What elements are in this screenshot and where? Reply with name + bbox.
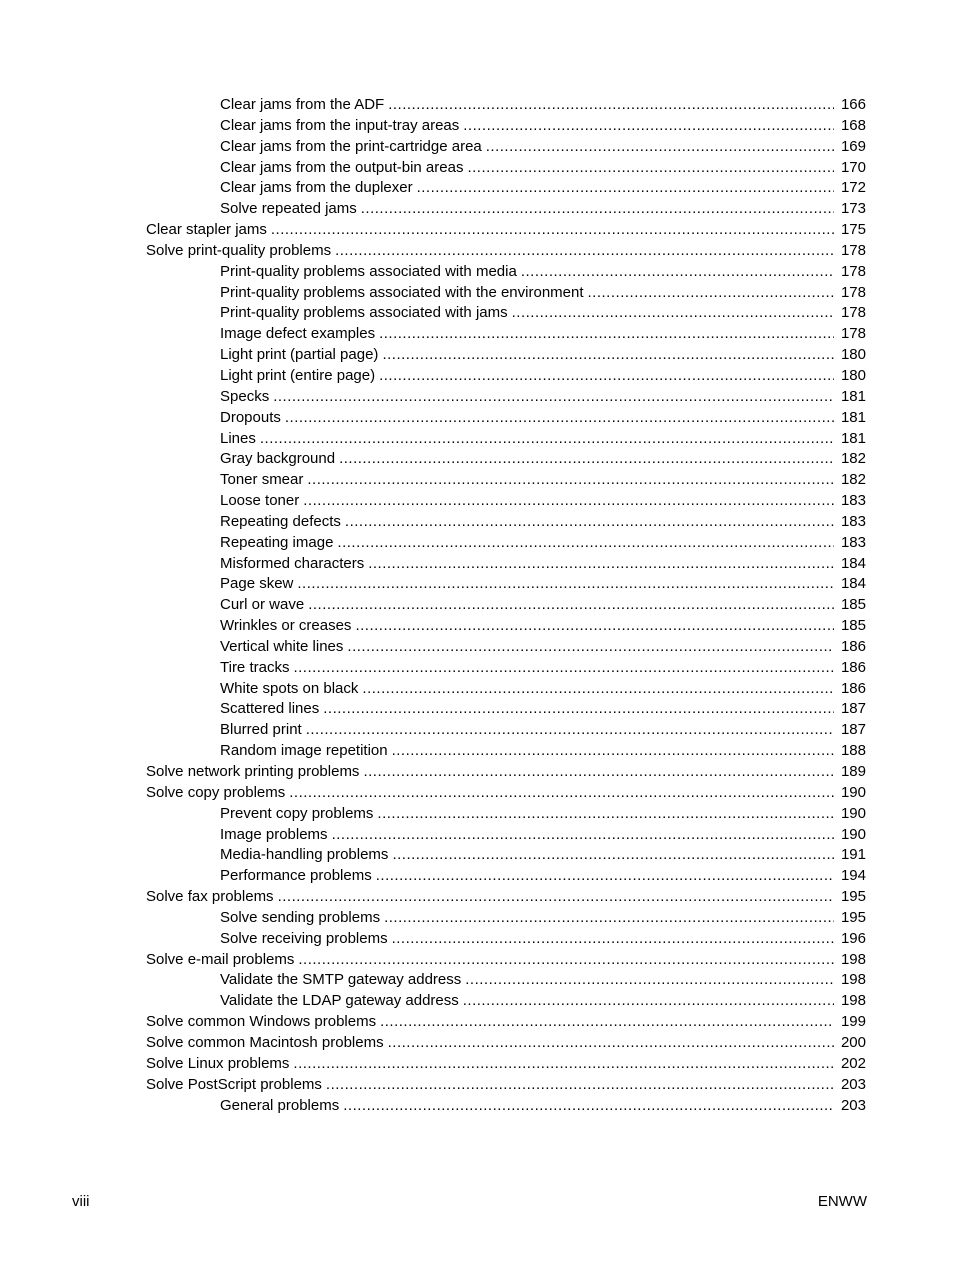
toc-entry-page-number: 196 xyxy=(840,929,866,947)
toc-entry-title: Validate the LDAP gateway address xyxy=(220,992,459,1010)
toc-entry-page-number: 170 xyxy=(840,158,866,176)
toc-entry-page-number: 168 xyxy=(840,116,866,134)
toc-entry-page-number: 178 xyxy=(840,262,866,280)
toc-entry[interactable] xyxy=(0,199,954,220)
toc-entry[interactable] xyxy=(0,158,954,179)
toc-entry[interactable] xyxy=(0,783,954,804)
toc-entry-title: Blurred print xyxy=(220,721,302,739)
toc-entry-page-number: 200 xyxy=(840,1033,866,1051)
toc-entry[interactable] xyxy=(0,220,954,241)
toc-entry[interactable] xyxy=(0,699,954,720)
footer-page-number: viii xyxy=(72,1193,90,1210)
toc-dot-leader xyxy=(377,804,834,825)
toc-dot-leader xyxy=(379,324,834,345)
toc-dot-leader xyxy=(368,554,834,575)
toc-dot-leader xyxy=(332,825,834,846)
toc-dot-leader xyxy=(323,699,834,720)
toc-dot-leader xyxy=(343,1096,834,1117)
toc-entry-page-number: 198 xyxy=(840,992,866,1010)
toc-dot-leader xyxy=(347,637,834,658)
toc-entry-title: Solve network printing problems xyxy=(146,763,360,780)
toc-entry-title: Image problems xyxy=(220,825,328,843)
toc-entry[interactable] xyxy=(0,512,954,533)
toc-dot-leader xyxy=(463,991,834,1012)
toc-dot-leader xyxy=(417,178,834,199)
toc-dot-leader xyxy=(361,199,834,220)
toc-entry[interactable] xyxy=(0,345,954,366)
toc-entry-page-number: 166 xyxy=(840,96,866,113)
toc-entry[interactable] xyxy=(0,1096,954,1117)
toc-entry[interactable] xyxy=(0,262,954,283)
toc-dot-leader xyxy=(298,950,834,971)
toc-dot-leader xyxy=(335,241,834,262)
toc-entry[interactable] xyxy=(0,991,954,1012)
toc-entry-title: Misformed characters xyxy=(220,554,365,572)
toc-entry[interactable] xyxy=(0,178,954,199)
toc-entry[interactable] xyxy=(0,116,954,137)
toc-entry[interactable] xyxy=(0,137,954,158)
toc-dot-leader xyxy=(388,95,834,116)
toc-entry-title: Loose toner xyxy=(220,492,300,510)
toc-entry-page-number: 182 xyxy=(840,450,866,468)
toc-entry-title: Wrinkles or creases xyxy=(220,617,352,635)
toc-dot-leader xyxy=(326,1075,834,1096)
toc-dot-leader xyxy=(380,1012,834,1033)
toc-dot-leader xyxy=(308,595,834,616)
toc-entry[interactable] xyxy=(0,1033,954,1054)
toc-entry-page-number: 186 xyxy=(840,637,866,655)
toc-entry-title: Solve receiving problems xyxy=(220,929,388,947)
toc-entry-title: Image defect examples xyxy=(220,325,376,343)
toc-entry[interactable] xyxy=(0,387,954,408)
toc-entry[interactable] xyxy=(0,1054,954,1075)
toc-entry-page-number: 188 xyxy=(840,742,866,760)
toc-entry-title: Solve common Macintosh problems xyxy=(146,1033,384,1051)
toc-dot-leader xyxy=(392,845,834,866)
toc-entry[interactable] xyxy=(0,533,954,554)
toc-entry[interactable] xyxy=(0,595,954,616)
toc-entry[interactable] xyxy=(0,303,954,324)
toc-entry-page-number: 181 xyxy=(840,408,866,426)
toc-dot-leader xyxy=(303,491,834,512)
toc-dot-leader xyxy=(382,345,834,366)
toc-entry[interactable] xyxy=(0,825,954,846)
toc-entry[interactable] xyxy=(0,408,954,429)
toc-entry-page-number: 190 xyxy=(840,804,866,822)
toc-entry-title: Performance problems xyxy=(220,867,372,885)
toc-entry-title: Repeating defects xyxy=(220,512,341,530)
toc-entry[interactable] xyxy=(0,637,954,658)
toc-entry-page-number: 185 xyxy=(840,596,866,614)
toc-entry-title: Print-quality problems associated with the environment xyxy=(220,283,584,301)
page-footer xyxy=(72,1192,867,1212)
toc-dot-leader xyxy=(384,908,834,929)
toc-entry-page-number: 194 xyxy=(840,867,866,885)
toc-entry[interactable] xyxy=(0,970,954,991)
toc-entry-title: Solve fax problems xyxy=(146,888,274,906)
toc-entry-page-number: 184 xyxy=(840,554,866,572)
toc-entry-title: Solve PostScript problems xyxy=(146,1075,322,1093)
toc-entry[interactable] xyxy=(0,574,954,595)
table-of-contents xyxy=(0,95,954,1116)
toc-dot-leader xyxy=(362,679,834,700)
toc-entry-title: Gray background xyxy=(220,450,336,468)
toc-entry-title: Validate the SMTP gateway address xyxy=(220,971,462,989)
toc-entry[interactable] xyxy=(0,324,954,345)
toc-entry-title: General problems xyxy=(220,1096,340,1114)
toc-entry-page-number: 202 xyxy=(840,1054,866,1072)
toc-entry[interactable] xyxy=(0,554,954,575)
toc-entry-page-number: 183 xyxy=(840,492,866,510)
toc-entry-title: Scattered lines xyxy=(220,700,320,718)
toc-entry[interactable] xyxy=(0,908,954,929)
toc-entry-title: Solve print-quality problems xyxy=(146,241,332,259)
toc-entry-page-number: 173 xyxy=(840,200,866,218)
toc-entry-title: Repeating image xyxy=(220,533,334,551)
toc-dot-leader xyxy=(271,220,834,241)
toc-entry-page-number: 195 xyxy=(840,888,866,906)
toc-entry[interactable] xyxy=(0,845,954,866)
toc-entry[interactable] xyxy=(0,95,954,116)
toc-dot-leader xyxy=(363,762,834,783)
toc-entry[interactable] xyxy=(0,741,954,762)
toc-dot-leader xyxy=(379,366,834,387)
toc-entry-title: Solve copy problems xyxy=(146,783,286,801)
toc-dot-leader xyxy=(355,616,834,637)
toc-entry-page-number: 187 xyxy=(840,700,866,718)
toc-entry-page-number: 175 xyxy=(840,221,866,239)
toc-entry-title: Page skew xyxy=(220,575,294,593)
toc-entry-page-number: 195 xyxy=(840,908,866,926)
toc-entry-page-number: 182 xyxy=(840,471,866,489)
toc-dot-leader xyxy=(297,574,834,595)
toc-entry-page-number: 190 xyxy=(840,783,866,801)
toc-entry-page-number: 181 xyxy=(840,429,866,447)
toc-dot-leader xyxy=(278,887,834,908)
toc-dot-leader xyxy=(337,533,834,554)
toc-entry-title: Lines xyxy=(220,429,256,447)
toc-entry-title: White spots on black xyxy=(220,679,359,697)
toc-entry-title: Specks xyxy=(220,387,270,405)
toc-entry-page-number: 181 xyxy=(840,387,866,405)
toc-entry-page-number: 184 xyxy=(840,575,866,593)
toc-dot-leader xyxy=(521,262,834,283)
toc-entry-title: Clear jams from the print-cartridge area xyxy=(220,137,482,155)
toc-entry-title: Clear jams from the input-tray areas xyxy=(220,116,460,134)
toc-entry-page-number: 172 xyxy=(840,179,866,197)
toc-entry-title: Solve Linux problems xyxy=(146,1054,290,1072)
toc-entry-page-number: 203 xyxy=(840,1096,866,1114)
toc-entry-page-number: 178 xyxy=(840,241,866,259)
toc-entry[interactable] xyxy=(0,366,954,387)
toc-entry[interactable] xyxy=(0,449,954,470)
toc-entry-title: Prevent copy problems xyxy=(220,804,374,822)
toc-entry-page-number: 180 xyxy=(840,346,866,364)
toc-entry[interactable] xyxy=(0,762,954,783)
toc-entry-title: Clear jams from the output-bin areas xyxy=(220,158,464,176)
toc-entry-page-number: 185 xyxy=(840,617,866,635)
toc-entry[interactable] xyxy=(0,1012,954,1033)
toc-entry-title: Solve e-mail problems xyxy=(146,950,295,968)
toc-entry-title: Tire tracks xyxy=(220,658,290,676)
toc-entry-title: Solve sending problems xyxy=(220,908,381,926)
toc-entry-title: Random image repetition xyxy=(220,742,388,760)
toc-entry-title: Print-quality problems associated with jams xyxy=(220,304,508,322)
toc-entry-page-number: 169 xyxy=(840,137,866,155)
toc-dot-leader xyxy=(376,866,834,887)
toc-dot-leader xyxy=(465,970,834,991)
toc-dot-leader xyxy=(293,658,834,679)
toc-dot-leader xyxy=(345,512,834,533)
toc-dot-leader xyxy=(339,449,834,470)
toc-dot-leader xyxy=(463,116,834,137)
toc-entry-page-number: 186 xyxy=(840,658,866,676)
toc-dot-leader xyxy=(467,158,834,179)
toc-entry-page-number: 187 xyxy=(840,721,866,739)
toc-entry[interactable] xyxy=(0,804,954,825)
toc-entry-page-number: 198 xyxy=(840,971,866,989)
toc-entry-title: Light print (partial page) xyxy=(220,346,379,364)
toc-entry[interactable] xyxy=(0,491,954,512)
toc-entry-page-number: 186 xyxy=(840,679,866,697)
toc-entry[interactable] xyxy=(0,283,954,304)
toc-entry-title: Toner smear xyxy=(220,471,304,489)
toc-dot-leader xyxy=(588,283,834,304)
footer-locale-code: ENWW xyxy=(817,1193,867,1210)
toc-dot-leader xyxy=(293,1054,834,1075)
toc-entry[interactable] xyxy=(0,929,954,950)
toc-entry[interactable] xyxy=(0,470,954,491)
toc-entry-page-number: 198 xyxy=(840,950,866,968)
toc-entry-page-number: 199 xyxy=(840,1013,866,1031)
toc-entry-title: Solve repeated jams xyxy=(220,200,357,218)
toc-entry-page-number: 191 xyxy=(840,846,866,864)
toc-entry-title: Clear stapler jams xyxy=(146,221,267,239)
toc-entry-title: Dropouts xyxy=(220,408,281,426)
toc-entry-page-number: 190 xyxy=(840,825,866,843)
toc-entry[interactable] xyxy=(0,658,954,679)
toc-dot-leader xyxy=(289,783,834,804)
toc-dot-leader xyxy=(306,720,834,741)
toc-entry[interactable] xyxy=(0,950,954,971)
toc-entry[interactable] xyxy=(0,241,954,262)
toc-entry[interactable] xyxy=(0,887,954,908)
toc-dot-leader xyxy=(388,1033,834,1054)
toc-entry-title: Curl or wave xyxy=(220,596,305,614)
toc-dot-leader xyxy=(273,387,834,408)
toc-entry-title: Clear jams from the ADF xyxy=(220,96,385,113)
toc-entry[interactable] xyxy=(0,866,954,887)
toc-entry-title: Solve common Windows problems xyxy=(146,1013,377,1031)
toc-dot-leader xyxy=(512,303,834,324)
toc-dot-leader xyxy=(486,137,834,158)
toc-entry-title: Print-quality problems associated with media xyxy=(220,262,517,280)
toc-entry[interactable] xyxy=(0,720,954,741)
toc-entry-title: Clear jams from the duplexer xyxy=(220,179,413,197)
toc-entry-page-number: 178 xyxy=(840,283,866,301)
toc-entry[interactable] xyxy=(0,616,954,637)
toc-dot-leader xyxy=(307,470,834,491)
toc-dot-leader xyxy=(260,429,834,450)
toc-dot-leader xyxy=(392,741,834,762)
toc-entry-page-number: 183 xyxy=(840,512,866,530)
toc-entry-title: Light print (entire page) xyxy=(220,366,376,384)
toc-entry-page-number: 189 xyxy=(840,763,866,780)
toc-entry[interactable] xyxy=(0,1075,954,1096)
toc-entry-title: Vertical white lines xyxy=(220,637,344,655)
toc-entry-page-number: 203 xyxy=(840,1075,866,1093)
toc-entry-page-number: 180 xyxy=(840,366,866,384)
toc-entry-title: Media-handling problems xyxy=(220,846,389,864)
toc-entry-page-number: 178 xyxy=(840,304,866,322)
toc-entry-page-number: 178 xyxy=(840,325,866,343)
toc-entry-page-number: 183 xyxy=(840,533,866,551)
toc-dot-leader xyxy=(285,408,834,429)
toc-entry[interactable] xyxy=(0,429,954,450)
toc-dot-leader xyxy=(392,929,834,950)
toc-entry[interactable] xyxy=(0,679,954,700)
